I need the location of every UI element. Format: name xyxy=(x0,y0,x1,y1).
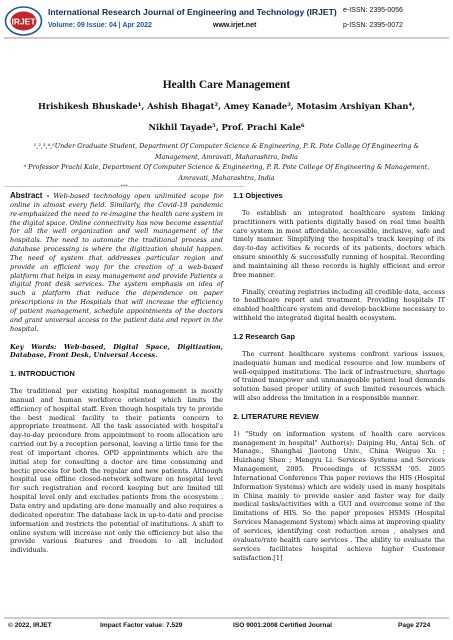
objectives-heading: 1.1 Objectives xyxy=(233,191,283,200)
svg-text:IRJET: IRJET xyxy=(11,16,36,27)
journal-website: www.irjet.net xyxy=(213,22,257,29)
authors-line-2: Nikhil Tayade⁵, Prof. Prachi Kale⁶ xyxy=(148,122,305,132)
affiliation-text-2: ⁶ Professor Prachi Kale, Department Of Computer Science & Engineering, P. R. Pote College Of Engineering & Management, Amravati, Maharashtra, India xyxy=(23,163,430,182)
introduction-heading: 1. INTRODUCTION xyxy=(10,369,75,379)
abstract-text: Web-based technology open unlimited scope for online in almost every field. Similarly, the Covid-19 pandemic re-emphasized the need to re-imagine the health care system in the digital space. Online connectivity has now become essential for all the well organization and well management of the hospitals. The need to automate the traditional process and database processing is where the digitization should happen. The need of system that addresses particular region and provide an efficient way for the creation of a web-based platform that helps in easy management and provide Patients a digital front desk services. The system emphasis on idea of such a platform that reduce the dependence on paper prescriptions in the Hospitals that will increase the efficiency of patient management, schedule appointments of the doctors and grant universal access to the patient data and report in the hospital. xyxy=(10,192,223,333)
abstract-label: Abstract - xyxy=(10,191,50,200)
literature-review-heading: 2. LITERATURE REVIEW xyxy=(233,411,319,421)
affiliation-text-1: ¹,²,³,⁴,⁵Under Graduate Student, Department Of Computer Science & Engineering, P. R. Pote College Of Engineering & Management, Amravati, Maharashtra, India xyxy=(33,142,420,161)
section-separator: ---------------------------------------------------------------------***--------------------------------------------------------------------- xyxy=(4,184,245,190)
left-column xyxy=(10,192,223,555)
header-rule xyxy=(4,37,449,39)
right-column xyxy=(233,192,445,562)
irjet-logo xyxy=(4,5,43,37)
abstract xyxy=(10,192,223,334)
footer-page-number: Page 2724 xyxy=(398,622,431,629)
objectives-paragraph-1: To establish an integrated healthcare system linking practitioners with patients digitally based on real time health care system in most affordable, accessible, inclusive, safe and timely manner. Simplifying the hospital's track keeping of its day-to-day activities & records of its patients, doctors which ensure smoothly & successfully running of hospital. Recording and maintaining all these records is highly efficient and error free manner. xyxy=(233,208,445,279)
volume-issue: Volume: 09 Issue: 04 | Apr 2022 xyxy=(48,22,152,29)
keywords-label: Key Words: xyxy=(10,342,57,351)
footer-copyright: © 2022, IRJET xyxy=(8,622,52,629)
objectives-paragraph-2: Finally, creating registries including all credible data, access to healthcare report and treatment. Providing hospitals IT enabled healthcare system and develop backbone necessary to withheld the integrated digital health ecosystem. xyxy=(233,287,445,323)
footer-iso: ISO 9001:2008 Certified Journal xyxy=(233,622,332,629)
e-issn: e-ISSN: 2395-0056 xyxy=(343,7,403,14)
footer-impact-factor: Impact Factor value: 7.529 xyxy=(100,622,183,629)
research-gap-text: The current healthcare systems confront various issues, inadequate human and medical resource and low numbers of well-equipped institutions. The lack of infrastructure, shortage of trained manpower and unmanageable patient load demands solution based proper utility of such limited resources which will also address the limitation in a responsible manner. xyxy=(233,349,445,403)
keywords xyxy=(10,343,223,361)
affiliation-1 xyxy=(14,141,439,183)
page-footer xyxy=(0,619,453,635)
research-gap-heading: 1.2 Research Gap xyxy=(233,331,296,341)
introduction-text: The traditional per existing hospital management is mostly manual and human workforce oriented which limits the efficiency of hospital staff. Even though hospitals try to provide the best medical facility to their patients concern to appropriate treatment. All the task associated with hospital's day-to-day procedure from appointment to room allocation are carried out by a reception personal, leaving a little time for the rest of important chores. OPD appointments which are the initial step for consulting a doctor are time consuming and hectic process for both the regular and new patients. Although hospital use offline closed-network software on hospital level for such registration and record keeping but are limited till hospital level only and excludes patients from the ecosystem . Data entry and updating are done manually and also requires a dedicated operator. The database lack in up-to-date and precise information and restricts the potential of institutions. A shift to online system will increase not only the efficiency but also the provide various features and freedom to all included individuals. xyxy=(10,387,223,555)
authors-line-1: Hrishikesh Bhuskade¹, Ashish Bhagat², Amey Kanade³, Motasim Arshiyan Khan⁴, xyxy=(38,101,415,111)
paper-title: Health Care Management xyxy=(162,79,291,91)
p-issn: p-ISSN: 2395-0072 xyxy=(343,22,403,29)
journal-name: International Research Journal of Engineering and Technology (IRJET) xyxy=(48,7,337,17)
literature-review-text: 1) "Study on information system of health care services management in hospital" Author(s): Daiping Hu, Antai Sch. of Manage., Shanghai Jiaotong Univ., China Weiguo Xu ; Huizhang Shen ; Mengyu Li. Services Systems and Services Management, 2005. Proceedings of ICSSSM '05. 2005 International Conference This paper reviews the HIS (Hospital Information Systems) which are widely used in many hospitals in China mainly to provide easier and faster way for daily medical tasks/activities with a GUI and overcome some of the limitations of HIS. So the paper proposes HSMS (Hospital Services Management System) which aims at improving quality of services, identifying cost reduction areas , analyses and evaluate/rate health care services . The ability to evaluate the services facilitates hospital achieve higher Customer satisfaction.[1] xyxy=(233,429,445,562)
keywords-text: Web-based, Digital Space, Digitization, Database, Front Desk, Universal Access. xyxy=(10,342,223,360)
